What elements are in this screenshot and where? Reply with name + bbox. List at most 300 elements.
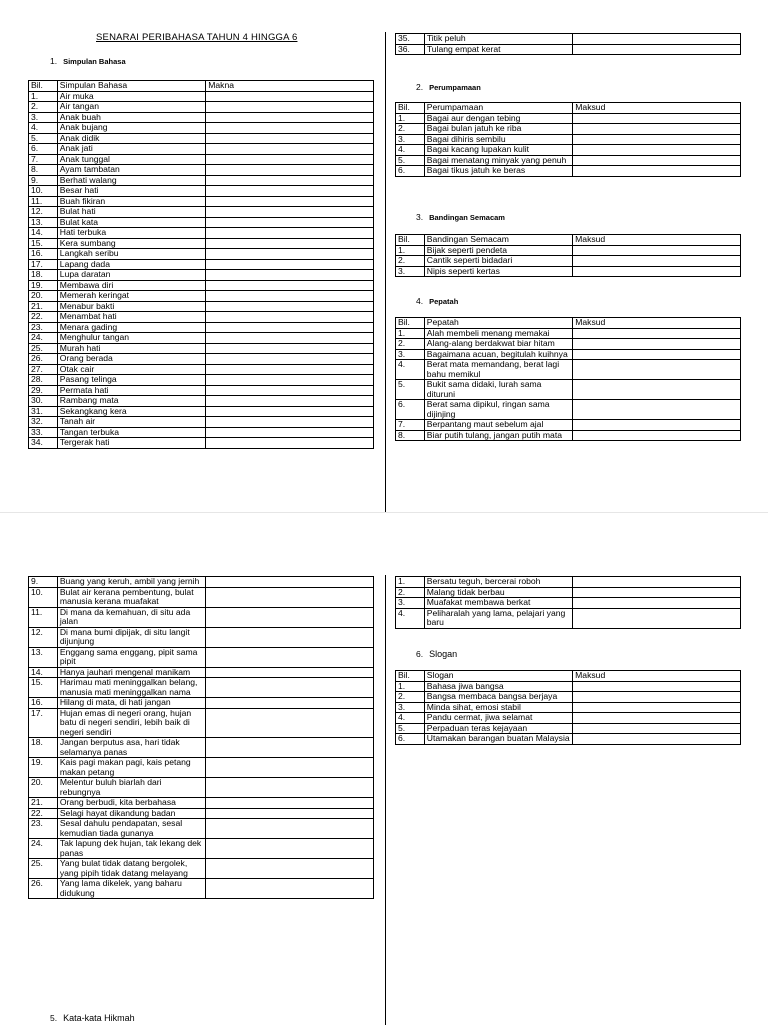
table-row [396,349,741,360]
table-row [396,256,741,267]
row-meaning-blank [573,134,741,145]
row-meaning-blank [206,322,374,333]
column-header: Bil. [29,81,58,92]
row-number: 36. [396,44,425,55]
column-header: Bandingan Semacam [424,235,572,246]
column-header: Makna [206,81,374,92]
row-phrase: Hanya jauhari mengenal manikam [57,667,206,678]
row-meaning-blank [206,738,374,758]
column-header: Bil. [396,671,425,682]
table-row [29,396,374,407]
table-row [29,175,374,186]
row-phrase: Minda sihat, emosi stabil [424,702,572,713]
row-phrase: Besar hati [57,186,205,197]
row-meaning-blank [573,587,741,598]
row-number: 12. [29,627,58,647]
row-meaning-blank [573,577,741,588]
row-phrase: Buang yang keruh, ambil yang jernih [57,577,206,588]
row-phrase: Malang tidak berbau [424,587,573,598]
row-meaning-blank [206,91,374,102]
row-meaning-blank [573,245,741,256]
row-phrase: Lapang dada [57,259,205,270]
row-phrase: Tergerak hati [57,438,205,449]
page-2 [0,512,768,1025]
row-phrase: Tak lapung dek hujan, tak lekang dek panas [57,839,206,859]
table-row [29,839,374,859]
row-number: 7. [29,154,58,165]
table-row [396,339,741,350]
row-meaning-blank [573,360,741,380]
table-row [396,420,741,431]
row-number: 4. [396,360,425,380]
row-number: 3. [29,112,58,123]
row-number: 35. [396,34,425,45]
heading-bandingan-semacam: 3. Bandingan Semacam [416,212,505,222]
row-phrase: Berpantang maut sebelum ajal [424,420,572,431]
row-meaning-blank [206,808,374,819]
table-row [29,577,374,588]
row-meaning-blank [206,859,374,879]
row-meaning-blank [206,385,374,396]
row-number: 15. [29,678,58,698]
table-row [29,678,374,698]
table-row [29,385,374,396]
row-number: 4. [396,145,425,156]
table-row [29,312,374,323]
table-row [29,738,374,758]
row-meaning-blank [206,123,374,134]
table-row [29,186,374,197]
row-phrase: Bangsa membaca bangsa berjaya [424,692,572,703]
row-phrase: Murah hati [57,343,205,354]
table-row [29,808,374,819]
row-meaning-blank [206,102,374,113]
table-row [29,333,374,344]
row-phrase: Buah fikiran [57,196,205,207]
row-phrase: Rambang mata [57,396,205,407]
table-row [29,217,374,228]
row-number: 6. [29,144,58,155]
row-number: 16. [29,249,58,260]
row-meaning-blank [206,798,374,809]
heading-simpulan-bahasa: 1. Simpulan Bahasa [50,56,126,66]
row-number: 2. [396,587,425,598]
table-slogan [395,670,741,745]
row-meaning-blank [206,406,374,417]
row-number: 5. [396,155,425,166]
table-row [396,166,741,177]
page-1 [0,0,768,512]
row-phrase: Anak buah [57,112,205,123]
row-number: 10. [29,587,58,607]
column-divider [385,575,386,1025]
row-meaning-blank [573,328,741,339]
row-number: 21. [29,301,58,312]
row-phrase: Menara gading [57,322,205,333]
row-meaning-blank [573,692,741,703]
row-number: 23. [29,322,58,333]
row-phrase: Membawa diri [57,280,205,291]
row-number: 3. [396,134,425,145]
row-number: 5. [396,380,425,400]
row-number: 11. [29,607,58,627]
row-number: 14. [29,228,58,239]
row-phrase: Bijak seperti pendeta [424,245,572,256]
row-meaning-blank [206,133,374,144]
table-row [396,266,741,277]
table-row [396,702,741,713]
table-row [29,819,374,839]
column-header: Maksud [573,318,741,329]
row-number: 1. [396,328,425,339]
table-row [29,708,374,738]
row-phrase: Kera sumbang [57,238,205,249]
row-meaning-blank [573,380,741,400]
row-meaning-blank [573,155,741,166]
table-row [29,144,374,155]
row-phrase: Pasang telinga [57,375,205,386]
row-phrase: Bagai tikus jatuh ke beras [424,166,572,177]
heading-pepatah: 4. Pepatah [416,296,459,306]
table-row [29,364,374,375]
column-header: Maksud [573,103,741,114]
table-row [396,145,741,156]
column-header: Bil. [396,103,425,114]
row-number: 2. [396,124,425,135]
row-number: 23. [29,819,58,839]
table-row [396,723,741,734]
row-number: 6. [396,166,425,177]
table-row [396,124,741,135]
row-number: 2. [29,102,58,113]
row-number: 3. [396,266,425,277]
row-meaning-blank [206,667,374,678]
table-row [29,228,374,239]
row-phrase: Cantik seperti bidadari [424,256,572,267]
heading-perumpamaan: 2. Perumpamaan [416,82,481,92]
table-row [396,400,741,420]
table-row [29,123,374,134]
row-phrase: Perpaduan teras kejayaan [424,723,572,734]
table-row [396,681,741,692]
row-number: 27. [29,364,58,375]
row-phrase: Anak didik [57,133,205,144]
row-phrase: Air muka [57,91,205,102]
row-phrase: Bagai menatang minyak yang penuh [424,155,572,166]
row-number: 17. [29,259,58,270]
row-phrase: Langkah seribu [57,249,205,260]
row-meaning-blank [206,238,374,249]
row-number: 25. [29,859,58,879]
row-number: 3. [396,702,425,713]
row-meaning-blank [573,266,741,277]
row-phrase: Otak cair [57,364,205,375]
row-number: 34. [29,438,58,449]
table-row [29,249,374,260]
row-phrase: Peliharalah yang lama, pelajari yang baru [424,608,573,628]
row-phrase: Bagai bulan jatuh ke riba [424,124,572,135]
row-number: 25. [29,343,58,354]
row-meaning-blank [206,647,374,667]
row-meaning-blank [206,333,374,344]
row-number: 1. [396,681,425,692]
row-phrase: Bahasa jiwa bangsa [424,681,572,692]
table-row [29,154,374,165]
row-number: 4. [396,608,425,628]
row-meaning-blank [573,734,741,745]
row-meaning-blank [206,217,374,228]
row-number: 10. [29,186,58,197]
row-number: 30. [29,396,58,407]
row-phrase: Bagai kacang lupakan kulit [424,145,572,156]
table-row [29,438,374,449]
row-phrase: Enggang sama enggang, pipit sama pipit [57,647,206,667]
row-phrase: Nipis seperti kertas [424,266,572,277]
row-meaning-blank [573,723,741,734]
table-row [396,44,741,55]
table-row [396,34,741,45]
table-row [29,91,374,102]
row-phrase: Memerah keringat [57,291,205,302]
row-meaning-blank [206,207,374,218]
table-row [396,155,741,166]
row-meaning-blank [573,256,741,267]
table-row [396,328,741,339]
row-phrase: Yang bulat tidak datang bergolek, yang pipih tidak datang melayang [57,859,206,879]
table-row [29,280,374,291]
row-meaning-blank [206,678,374,698]
row-number: 5. [396,723,425,734]
row-meaning-blank [573,430,741,441]
table-row [29,322,374,333]
row-phrase: Bagaimana acuan, begitulah kuihnya [424,349,572,360]
row-meaning-blank [573,681,741,692]
row-number: 4. [29,123,58,134]
column-header: Pepatah [424,318,572,329]
row-meaning-blank [206,819,374,839]
column-header: Perumpamaan [424,103,572,114]
row-phrase: Harimau mati meninggalkan belang, manusia mati meninggalkan nama [57,678,206,698]
row-meaning-blank [573,608,741,628]
row-phrase: Anak bujang [57,123,205,134]
table-row [29,667,374,678]
row-number: 17. [29,708,58,738]
table-row [29,427,374,438]
row-phrase: Alah membeli menang memakai [424,328,572,339]
row-phrase: Bukit sama didaki, lurah sama dituruni [424,380,572,400]
row-phrase: Berat sama dipikul, ringan sama dijinjing [424,400,572,420]
table-row [29,375,374,386]
column-divider [385,32,386,512]
row-meaning-blank [206,186,374,197]
row-meaning-blank [206,627,374,647]
row-phrase: Sesal dahulu pendapatan, sesal kemudian tiada gunanya [57,819,206,839]
row-number: 19. [29,280,58,291]
column-header: Simpulan Bahasa [57,81,205,92]
table-row [396,713,741,724]
table-row [29,354,374,365]
row-number: 1. [396,245,425,256]
row-phrase: Muafakat membawa berkat [424,598,573,609]
row-number: 2. [396,256,425,267]
row-number: 6. [396,400,425,420]
row-meaning-blank [206,280,374,291]
table-simpulan-bahasa-continued [395,33,741,55]
heading-slogan: 6. Slogan [416,649,458,659]
row-number: 26. [29,354,58,365]
row-number: 28. [29,375,58,386]
row-number: 13. [29,647,58,667]
row-meaning-blank [206,607,374,627]
row-number: 19. [29,758,58,778]
row-number: 22. [29,808,58,819]
table-row [29,879,374,899]
row-number: 5. [29,133,58,144]
row-number: 21. [29,798,58,809]
row-phrase: Berat mata memandang, berat lagi bahu memikul [424,360,572,380]
row-number: 1. [396,577,425,588]
table-row [29,698,374,709]
row-meaning-blank [206,312,374,323]
table-row [29,647,374,667]
table-row [29,627,374,647]
row-phrase: Pandu cermat, jiwa selamat [424,713,572,724]
table-row [29,102,374,113]
table-row [29,406,374,417]
row-meaning-blank [573,713,741,724]
row-number: 12. [29,207,58,218]
document-title: SENARAI PERIBAHASA TAHUN 4 HINGGA 6 [96,32,298,43]
row-phrase: Ayam tambatan [57,165,205,176]
row-meaning-blank [573,702,741,713]
table-row [396,587,741,598]
table-row [29,133,374,144]
row-number: 9. [29,175,58,186]
table-header-row [29,81,374,92]
table-header-row [396,235,741,246]
table-row [29,417,374,428]
row-meaning-blank [206,144,374,155]
table-bandingan-semacam [395,234,741,277]
row-meaning-blank [573,124,741,135]
row-phrase: Tulang empat kerat [424,44,572,55]
table-row [396,380,741,400]
row-phrase: Lupa daratan [57,270,205,281]
table-perumpamaan [395,102,741,177]
column-header: Maksud [573,235,741,246]
row-phrase: Tanah air [57,417,205,428]
heading-kata-kata-hikmah: 5. Kata-kata Hikmah [50,1013,135,1023]
row-meaning-blank [573,598,741,609]
table-row [29,798,374,809]
row-number: 31. [29,406,58,417]
row-number: 20. [29,778,58,798]
table-row [396,245,741,256]
row-phrase: Anak jati [57,144,205,155]
row-number: 1. [396,113,425,124]
row-number: 3. [396,349,425,360]
row-number: 9. [29,577,58,588]
table-row [29,207,374,218]
row-meaning-blank [206,175,374,186]
row-meaning-blank [206,291,374,302]
table-header-row [396,671,741,682]
row-meaning-blank [206,778,374,798]
row-meaning-blank [573,400,741,420]
table-row [29,343,374,354]
row-number: 24. [29,839,58,859]
row-number: 16. [29,698,58,709]
row-meaning-blank [206,879,374,899]
row-number: 11. [29,196,58,207]
table-row [396,692,741,703]
row-phrase: Jangan berputus asa, hari tidak selamanya panas [57,738,206,758]
row-phrase: Utamakan barangan buatan Malaysia [424,734,572,745]
row-number: 1. [29,91,58,102]
row-meaning-blank [573,339,741,350]
row-meaning-blank [206,270,374,281]
row-phrase: Yang lama dikelek, yang baharu didukung [57,879,206,899]
row-phrase: Orang berbudi, kita berbahasa [57,798,206,809]
row-phrase: Kais pagi makan pagi, kais petang makan petang [57,758,206,778]
row-phrase: Menghulur tangan [57,333,205,344]
row-phrase: Bagai aur dengan tebing [424,113,572,124]
column-header: Bil. [396,235,425,246]
table-row [396,734,741,745]
row-number: 4. [396,713,425,724]
row-number: 18. [29,270,58,281]
row-number: 13. [29,217,58,228]
row-number: 26. [29,879,58,899]
row-phrase: Di mana da kemahuan, di situ ada jalan [57,607,206,627]
row-meaning-blank [206,587,374,607]
row-phrase: Bersatu teguh, bercerai roboh [424,577,573,588]
row-meaning-blank [206,708,374,738]
table-row [396,598,741,609]
table-row [396,113,741,124]
row-phrase: Bulat hati [57,207,205,218]
row-phrase: Berhati walang [57,175,205,186]
row-meaning-blank [206,758,374,778]
row-phrase: Air tangan [57,102,205,113]
table-pepatah [395,317,741,441]
row-phrase: Sekangkang kera [57,406,205,417]
row-phrase: Hati terbuka [57,228,205,239]
row-meaning-blank [573,113,741,124]
row-meaning-blank [206,438,374,449]
row-phrase: Bagai dihiris sembilu [424,134,572,145]
column-header: Bil. [396,318,425,329]
row-number: 18. [29,738,58,758]
row-number: 29. [29,385,58,396]
row-number: 6. [396,734,425,745]
row-meaning-blank [206,259,374,270]
row-meaning-blank [206,165,374,176]
row-meaning-blank [206,343,374,354]
row-meaning-blank [206,375,374,386]
row-meaning-blank [206,301,374,312]
row-meaning-blank [206,354,374,365]
row-meaning-blank [206,839,374,859]
column-header: Maksud [573,671,741,682]
row-phrase: Melentur buluh biarlah dari rebungnya [57,778,206,798]
row-meaning-blank [206,249,374,260]
column-header: Slogan [424,671,572,682]
row-meaning-blank [206,698,374,709]
row-number: 2. [396,339,425,350]
row-number: 7. [396,420,425,431]
table-header-row [396,318,741,329]
